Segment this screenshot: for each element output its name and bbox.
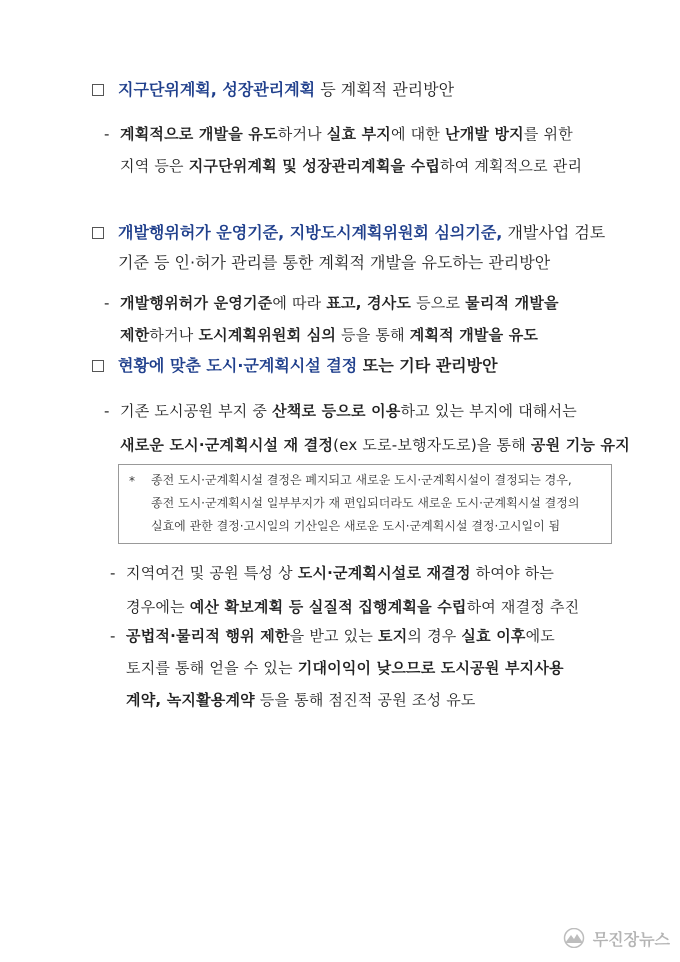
bullet-item	[104, 394, 630, 462]
asterisk-mark: *	[129, 474, 135, 488]
text: 지역 등은	[120, 157, 189, 175]
heading-highlight: 개발행위허가 운영기준, 지방도시계획위원회 심의기준,	[118, 223, 503, 242]
bold-text: 물리적 개발을	[465, 294, 559, 312]
bold-text: 예산 확보계획 등 실질적 집행계획을 수립	[189, 598, 467, 616]
text: 하거나	[149, 326, 199, 344]
dash-mark: -	[110, 564, 116, 582]
note-line: 종전 도시·군계획시설 일부부지가 재 편입되더라도 새로운 도시·군계획시설 결정의	[151, 496, 580, 510]
heading-rest: 또는 기타 관리방안	[357, 356, 498, 375]
text: 에 대한	[390, 125, 445, 143]
section-1-heading	[92, 76, 620, 104]
bold-text: 공원 기능 유지	[530, 436, 630, 454]
bold-text: 산책로 등으로 이용	[272, 402, 401, 420]
text: 에 따라	[272, 294, 327, 312]
text: 하여 재결정 추진	[466, 598, 580, 616]
note-line: 실효에 관한 결정·고시일의 기산일은 새로운 도시·군계획시설 결정·고시일이 됨	[151, 519, 561, 533]
bullet-line	[126, 684, 564, 716]
bullet-line	[126, 620, 564, 652]
heading-line-2: 기준 등 인·허가 관리를 통한 계획적 개발을 유도하는 관리방안	[118, 253, 551, 272]
bullet-line	[126, 652, 564, 684]
dash-mark: -	[110, 627, 116, 645]
text: 등을 통해 점진적 공원 조성 유도	[254, 691, 476, 709]
text: 토지를 통해 얻을 수 있는	[126, 659, 298, 677]
bold-text: 계획적으로 개발을 유도	[120, 125, 278, 143]
bold-text: 제한	[120, 326, 150, 344]
dash-mark: -	[104, 125, 110, 143]
text: 기존 도시공원 부지 중	[120, 402, 273, 420]
dash-mark: -	[104, 294, 110, 312]
bullet-item	[110, 556, 580, 624]
text: 를 위한	[523, 125, 573, 143]
bullet-item	[110, 620, 564, 716]
text: 지역여건 및 공원 특성 상	[126, 564, 298, 582]
bullet-line	[120, 287, 559, 319]
bold-text: 공법적·물리적 행위 제한	[126, 627, 290, 645]
dash-mark: -	[104, 402, 110, 420]
text: (ex 도로-보행자도로)을 통해	[333, 436, 531, 454]
bullet-line	[120, 150, 582, 182]
note-line: 종전 도시·군계획시설 결정은 폐지되고 새로운 도시·군계획시설이 결정되는 경우,	[151, 473, 572, 487]
bold-text: 난개발 방지	[445, 125, 524, 143]
bullet-item	[104, 287, 559, 351]
heading-rest: 등 계획적 관리방안	[315, 80, 455, 99]
bold-text: 계약, 녹지활용계약	[126, 691, 255, 709]
bullet-line	[126, 556, 579, 590]
bold-text: 실효 부지	[326, 125, 391, 143]
bullet-line	[120, 394, 630, 428]
text: 하거나	[277, 125, 327, 143]
note-box	[118, 464, 612, 544]
text: 의 경우	[407, 627, 462, 645]
bold-text: 계획적 개발을 유도	[409, 326, 539, 344]
mountain-logo-icon	[561, 928, 587, 948]
heading-rest: 개발사업 검토	[502, 223, 606, 242]
watermark-text: 무진장뉴스	[592, 929, 670, 949]
bold-text: 개발행위허가 운영기준	[120, 294, 273, 312]
bold-text: 새로운 도시·군계획시설 재 결정	[120, 436, 334, 454]
bullet-line	[126, 590, 579, 624]
bold-text: 도시·군계획시설로 재결정	[297, 564, 471, 582]
heading-highlight: 현황에 맞춘 도시·군계획시설 결정	[118, 356, 358, 375]
bold-text: 도시계획위원회 심의	[198, 326, 337, 344]
checkbox-square-icon	[92, 84, 104, 96]
section-2-heading	[92, 218, 620, 278]
bullet-line	[120, 428, 630, 462]
bullet-line	[120, 118, 582, 150]
text: 등을 통해	[336, 326, 410, 344]
bold-text: 토지	[378, 627, 408, 645]
checkbox-square-icon	[92, 227, 104, 239]
bold-text: 지구단위계획 및 성장관리계획을 수립	[188, 157, 441, 175]
section-3-heading	[92, 352, 620, 380]
text: 하여야 하는	[470, 564, 555, 582]
text: 하여 계획적으로 관리	[440, 157, 583, 175]
bold-text: 표고, 경사도	[326, 294, 412, 312]
bullet-line	[120, 319, 559, 351]
text: 하고 있는 부지에 대해서는	[400, 402, 577, 420]
bold-text: 기대이익이 낮으므로 도시공원 부지사용	[297, 659, 564, 677]
text: 을 받고 있는	[289, 627, 379, 645]
text: 경우에는	[126, 598, 190, 616]
text: 에도	[525, 627, 555, 645]
heading-highlight: 지구단위계획, 성장관리계획	[118, 80, 316, 99]
bullet-item	[104, 118, 583, 182]
checkbox-square-icon	[92, 360, 104, 372]
bold-text: 실효 이후	[461, 627, 526, 645]
watermark-logo	[561, 924, 670, 952]
text: 등으로	[411, 294, 466, 312]
